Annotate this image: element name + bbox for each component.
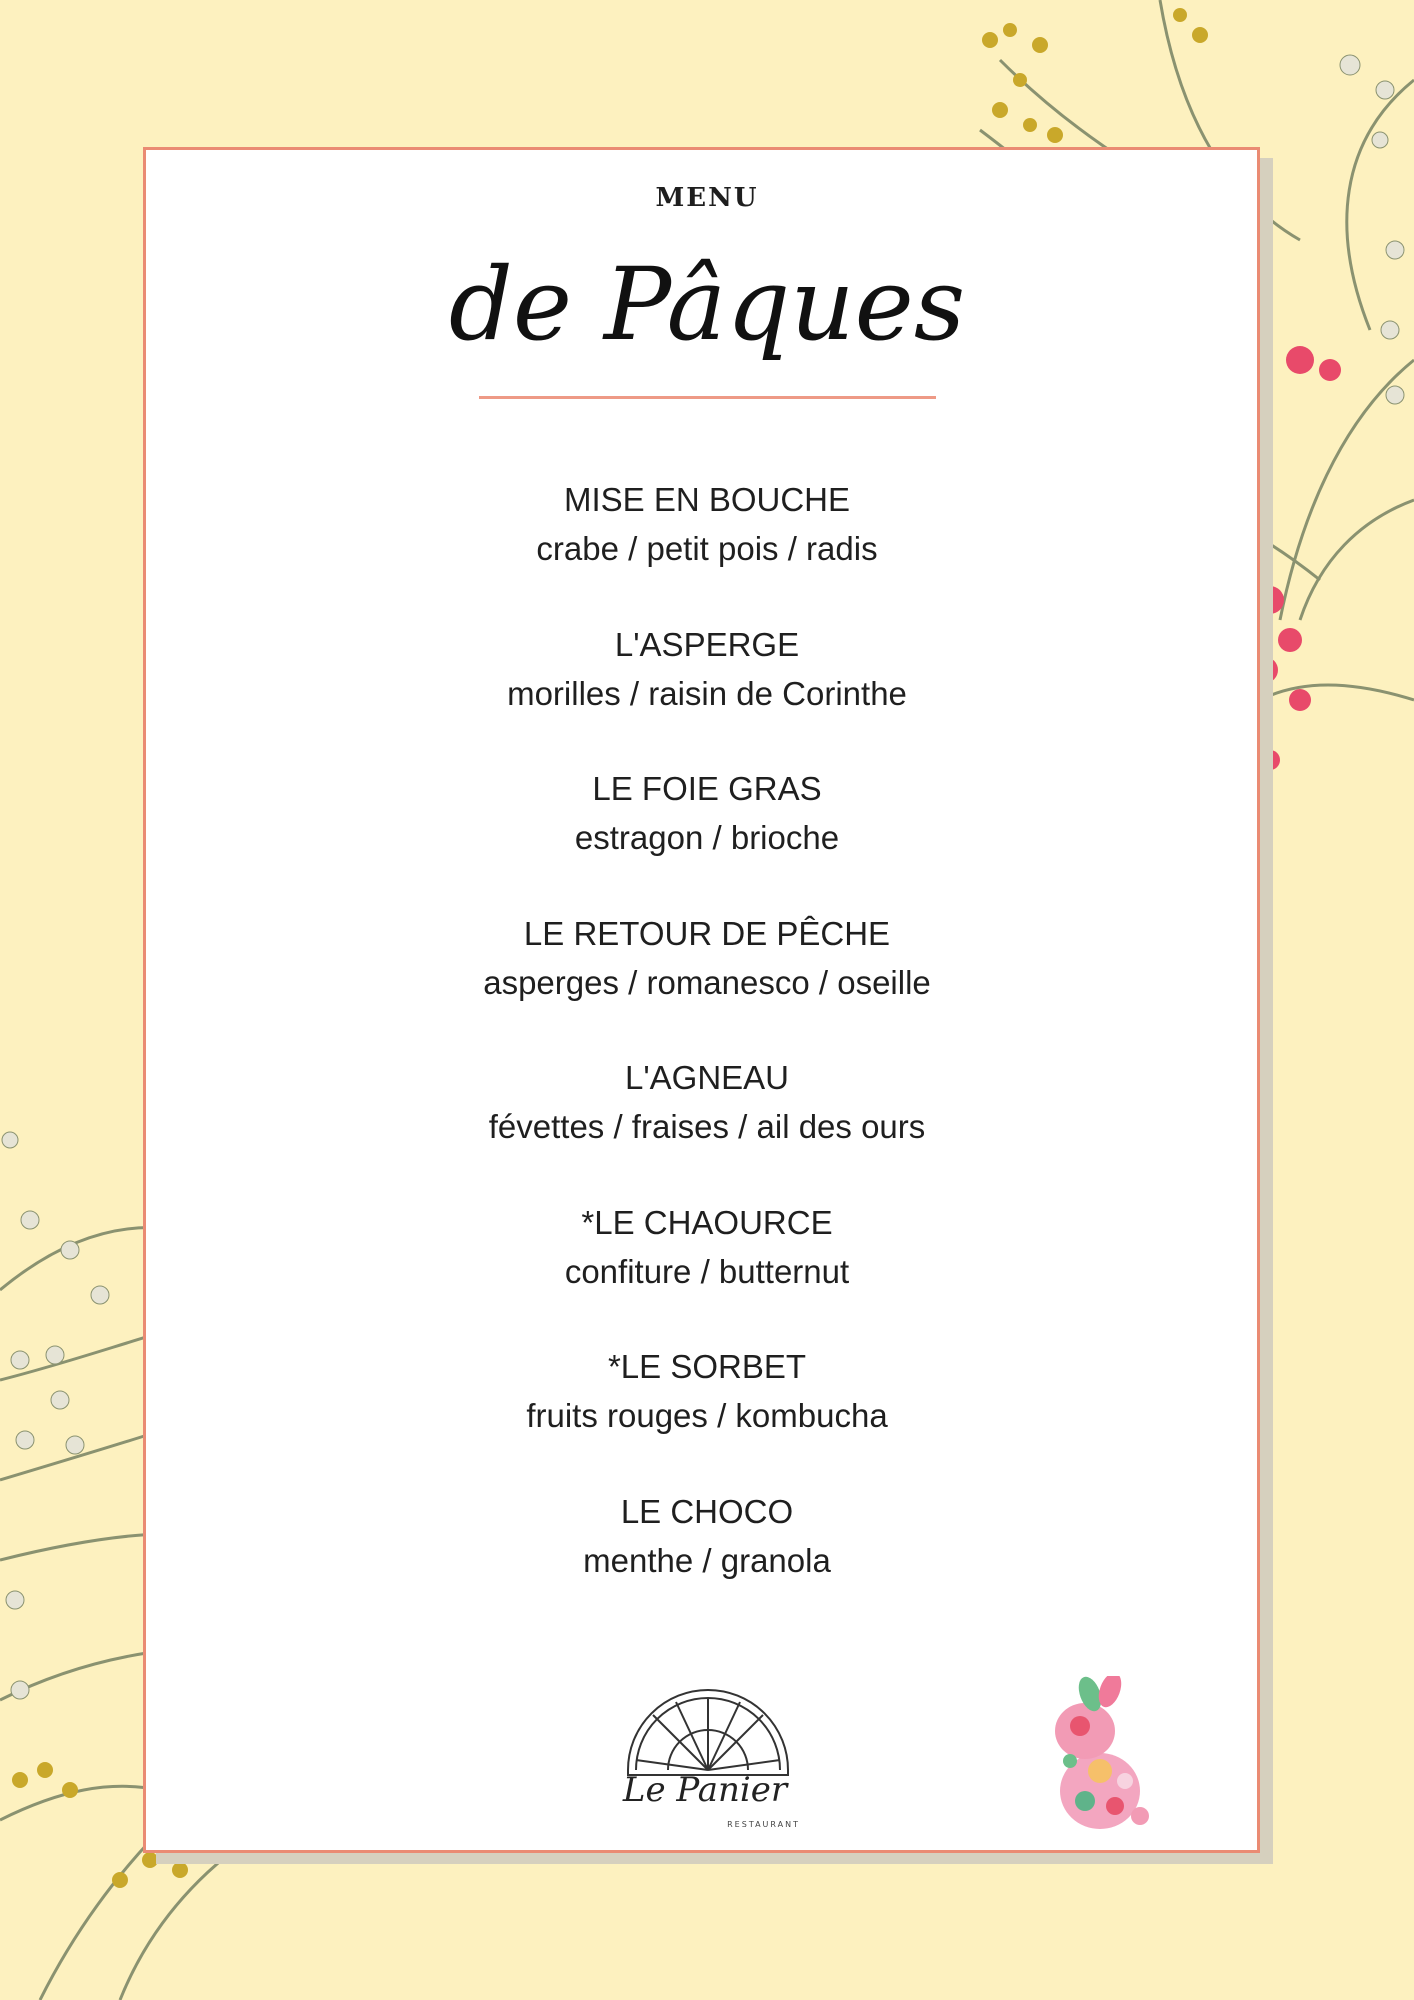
course-list — [0, 475, 1414, 1631]
course-item — [0, 764, 1414, 909]
course-name: L'AGNEAU — [624, 1059, 790, 1096]
page-title: de Pâques — [448, 246, 966, 363]
course-item — [0, 620, 1414, 765]
course-description: confiture / butternut — [564, 1252, 850, 1290]
title-divider — [479, 396, 936, 399]
logo-name: Le Panier — [622, 1770, 788, 1810]
course-name: MISE EN BOUCHE — [563, 481, 851, 518]
course-name: L'ASPERGE — [614, 625, 800, 663]
course-description: févettes / fraises / ail des ours — [488, 1108, 926, 1145]
course-item — [0, 475, 1414, 620]
course-name: LE RETOUR DE PÊCHE — [523, 914, 891, 952]
menu-label: MENU — [655, 183, 759, 213]
course-description: estragon / brioche — [574, 819, 840, 856]
course-name: *LE CHAOURCE — [581, 1203, 833, 1241]
course-description: morilles / raisin de Corinthe — [507, 674, 907, 712]
course-item — [0, 1342, 1414, 1487]
course-description: fruits rouges / kombucha — [526, 1397, 888, 1434]
floral-bunny-icon — [1040, 1676, 1170, 1836]
course-description: menthe / granola — [583, 1541, 831, 1579]
course-item — [0, 1053, 1414, 1198]
course-description: crabe / petit pois / radis — [536, 530, 878, 567]
course-item — [0, 1198, 1414, 1343]
course-name: LE CHOCO — [620, 1492, 794, 1530]
course-name: *LE SORBET — [607, 1348, 807, 1385]
course-item — [0, 909, 1414, 1054]
course-item — [0, 1487, 1414, 1632]
logo-subtitle: RESTAURANT — [727, 1820, 800, 1829]
course-name: LE FOIE GRAS — [592, 770, 822, 807]
restaurant-logo-window-icon — [618, 1660, 798, 1840]
course-description: asperges / romanesco / oseille — [483, 963, 931, 1001]
